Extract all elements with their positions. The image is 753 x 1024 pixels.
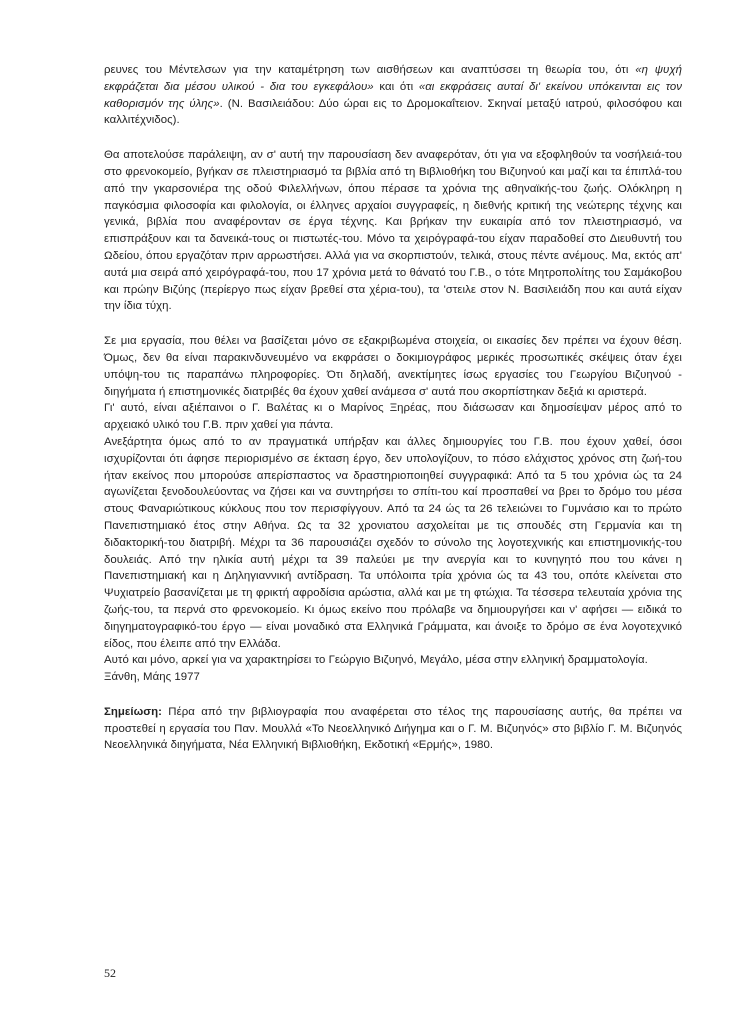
paragraph-5: Ανεξάρτητα όμως από το αν πραγματικά υπήρξαν και άλλες δημιουργίες του Γ.Β. που έχουν χαθεί, όσοι ισχυρίζονται ότι άφησε περιορισμένο σε έκταση έργο, δεν υπολογίζουν, το πόσο ελάχιστος χρόνος στη ζωή-του ήταν εκείνος που μπορούσε απερίσπαστος να δραστηριοποιηθεί συγγραφικά: Από τα 5 του χρόνια ώς τα 24 αγωνίζεται ξενοδουλεύοντας να ζήσει και να συντηρήσει το σπίτι-του καί προσπαθεί να βρει το δρόμο του μέσα στους Φαναριώτικους κύκλους που τον περισφίγγουν. Από τα 24 ώς τα 26 τελειώνει το Γυμνάσιο και το πρώτο Πανεπιστημιακό έτος στην Αθήνα. Ως τα 32 χρονιατου ασχολείται με τις σπουδές στη Γερμανία και τη διδακτορική-του διατριβή. Μέχρι τα 36 παρουσιάζει σχεδόν το σύνολο της λογοτεχνικής και επιστημονικής-του δουλειάς. Από την ηλικία αυτή μέχρι τα 39 παλεύει με την ανεργία και το κυνηγητό που του κάνει η Πανεπιστημιακή και η Δηληγιαννική αντίδραση. Τα υπόλοιπα τρία χρόνια ώς τα 43 του, οπότε κλείνεται στο Ψυχιατρείο βασανίζεται με τη φρικτή αφροδίσια αρώστια, αλλά και με τη φτώχια. Τα τέσσερα τελευταία χρόνια της ζωής-του, τα περνά στο φρενοκομείο. Κι όμως εκείνο που πρόλαβε να δημιουργήσει και ν' αφήσει — ειδικά το διηγηματογραφικό-του έργο — είναι μοναδικό στα Ελληνικά Γράμματα, και άνοιξε το δρόμο σε ένα λογοτεχνικό είδος, που έλειπε από την Ελλάδα. bbox=[104, 435, 682, 650]
document-body bbox=[104, 62, 682, 754]
paragraph-2: Θα αποτελούσε παράλειψη, αν σ' αυτή την παρουσίαση δεν αναφερόταν, ότι για να εξοφληθούν τα νοσήλειά-του στο φρενοκομείο, βγήκαν σε πλειστηριασμό τα βιβλία από τη Βιβλιοθήκη του Βιζυηνού και μαζί και τα έπιπλά-του από την γκαρσονιέρα της οδού Φιλελλήνων, όπου πέρασε τα χρόνια της αθηναϊκής-του ζωής. Ολόκληρη η παγκόσμια φιλοσοφία και φιλολογία, οι έλληνες αρχαίοι συγγραφείς, η διεθνής κριτική της νεώτερης τέχνης και γενικά, βιβλία που αναφέρονταν σε έργα τέχνης. Και βρήκαν την ευκαιρία από τον πλειστηριασμό, να επισπράξουν και τα δανεικά-τους οι πιστωτές-του. Μόνο τα χειρόγραφά-του είχαν παραδοθεί στο Διευθυντή του Ωδείου, όπου εργαζόταν πριν αρρωστήσει. Αλλά για να σκορπιστούν, τελικά, στους πέντε ανέμους. Μα, εκτός απ' αυτά μια σειρά από χειρόγραφά-του, που 17 χρόνια μετά το θάνατό του Γ.Β., ο τότε Μητροπολίτης του Σαμάκοβου και πρώην Βιζύης (περίεργο πως είχαν βρεθεί στα χέρια-του), τα 'στειλε στον Ν. Βασιλειάδη που και αυτά είχαν την ίδια τύχη. bbox=[104, 149, 682, 313]
paragraph-1 bbox=[104, 62, 682, 129]
page-number: 52 bbox=[104, 966, 116, 980]
paragraph-1-quote-b: «αι εκφράσεις αυταί δι' εκείνου υπόκεινται εις τον καθορισμόν της ύλης» bbox=[104, 80, 682, 110]
signature-line: Ξάνθη, Μάης 1977 bbox=[104, 671, 200, 684]
note-text: Πέρα από την βιβλιογραφία που αναφέρεται στο τέλος της παρουσίασης αυτής, θα πρέπει να προστεθεί η εργασία του Παν. Μουλλά «Το Νεοελληνικό Διήγημα και ο Γ. Μ. Βιζυηνός» στο βιβλίο Γ. Μ. Βιζυηνός Νεοελληνικά διηγήματα, Νέα Ελληνική Βιβλιοθήκη, Εκδοτική «Ερμής», 1980. bbox=[104, 705, 682, 752]
paragraph-6: Αυτό και μόνο, αρκεί για να χαρακτηρίσει το Γεώργιο Βιζυηνό, Μεγάλο, μέσα στην ελληνική δραμματολογία. bbox=[104, 654, 648, 667]
paragraph-1-text-a: ρευνες του Μέντελσων για την καταμέτρηση των αισθήσεων και αναπτύσσει τη θεωρία του, ότι bbox=[104, 64, 636, 76]
paragraph-1-text-c: . (Ν. Βασιλειάδου: Δύο ώραι εις το Δρομοκαΐτειον. Σκηναί μεταξύ ιατρού, φιλοσόφου και καλλιτέχνιδος). bbox=[104, 97, 683, 127]
paragraph-1-text-b: και ότι bbox=[373, 80, 419, 93]
note-label: Σημείωση: bbox=[104, 705, 162, 718]
paragraph-3: Σε μια εργασία, που θέλει να βασίζεται μόνο σε εξακριβωμένα στοιχεία, οι εικασίες δεν πρέπει να έχουν θέση. Όμως, δεν θα είναι παρακινδυνευμένο να εκφράσει ο δοκιμιογράφος μερικές προσωπικές σκέψεις όταν έχει υπόψη-του τις παραπάνω πληροφορίες. Ότι δηλαδή, ανεκτίμητες ίσως εργασίες του Γεωργίου Βιζυηνού - διηγήματα ή επιστημονικές διατριβές θα έχουν χαθεί ανάμεσα σ' αυτά που σκορπίστηκαν δεξιά κι αριστερά. bbox=[104, 335, 682, 398]
paragraph-1-quote-a: «η ψυχή εκφράζεται δια μέσου υλικού - δια του εγκεφάλου» bbox=[104, 64, 683, 93]
paragraph-4: Γι' αυτό, είναι αξιέπαινοι ο Γ. Βαλέτας κι ο Μαρίνος Ξηρέας, που διάσωσαν και δημοσίεψαν μέρος από το αρχειακό υλικό του Γ.Β. πριν χαθεί για πάντα. bbox=[104, 402, 682, 432]
note-paragraph bbox=[104, 704, 682, 754]
